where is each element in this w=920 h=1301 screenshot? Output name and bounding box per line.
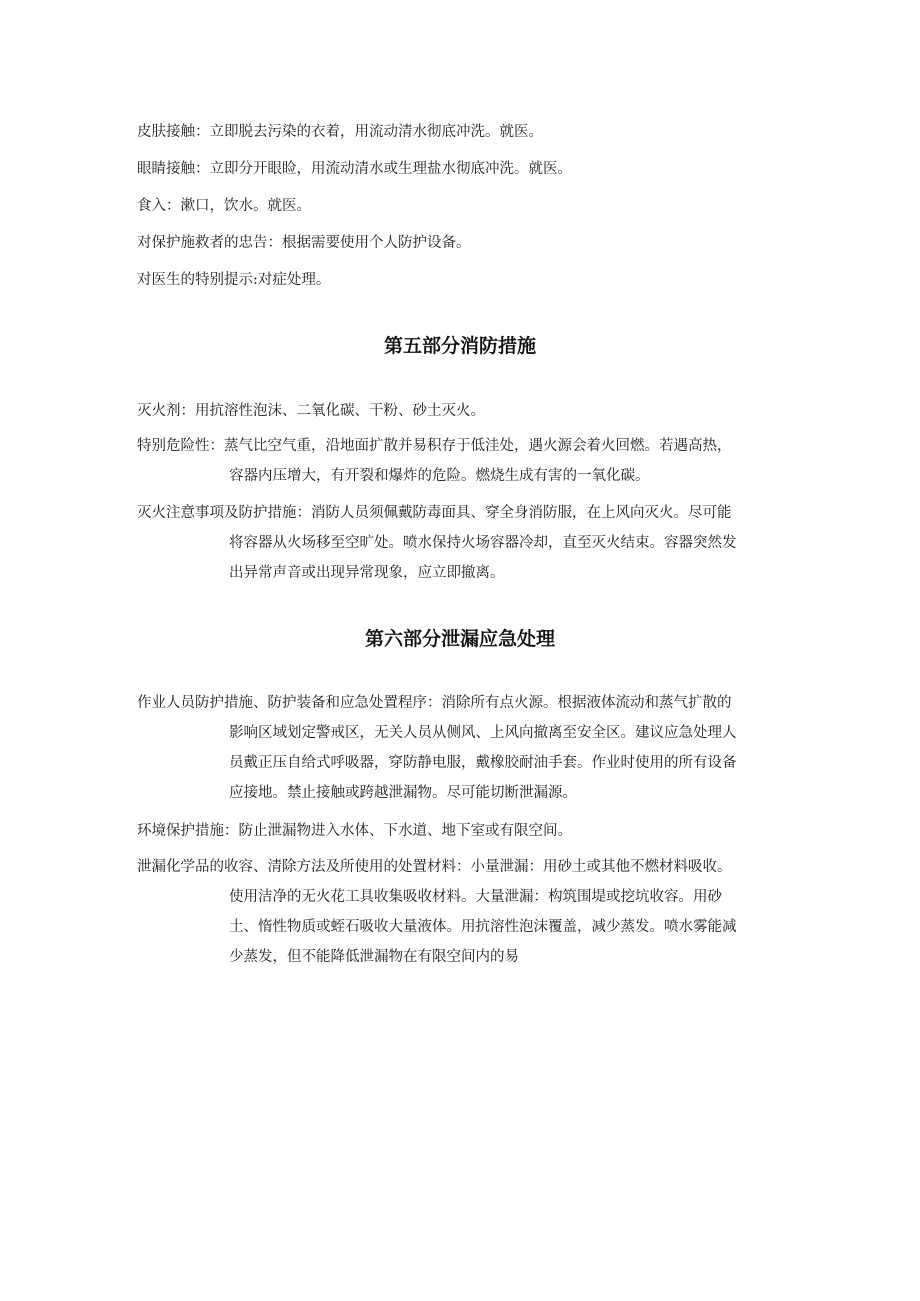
rescuer-advice: 对保护施救者的忠告：根据需要使用个人防护设备。: [137, 235, 471, 251]
section6-title: 第六部分泄漏应急处理: [364, 628, 555, 650]
first-aid-ingestion: 食入：漱口，饮水。就医。: [137, 198, 311, 214]
first-aid-skin-contact: 皮肤接触：立即脱去污染的衣着，用流动清水彻底冲洗。就医。: [137, 124, 543, 140]
section5-title: 第五部分消防措施: [383, 335, 536, 357]
firefighting-precautions: 灭火注意事项及防护措施：消防人员须佩戴防毒面具、穿全身消防服，在上风向灭火。尽可能 将容器从火场移至空旷处。喷水保持火场容器冷却，直至灭火结束。容器突然发 出异常声音或出现异常现象，应立即撤离。: [137, 505, 737, 581]
physician-note: 对医生的特别提示:对症处理。: [137, 272, 331, 288]
containment-cleanup: 泄漏化学品的收容、清除方法及所使用的处置材料：小量泄漏：用砂土或其他不燃材料吸收。 使用洁净的无火花工具收集吸收材料。大量泄漏：构筑围堤或挖坑收容。用砂 土、惰性物质或蛭石吸收大量液体。用抗溶性泡沫覆盖，减少蒸发。喷水雾能减 少蒸发，但不能降低泄漏物在有限空间内的易: [137, 859, 737, 965]
special-hazards: 特别危险性：蒸气比空气重，沿地面扩散并易积存于低洼处，遇火源会着火回燃。若遇高热， 容器内压增大，有开裂和爆炸的危险。燃烧生成有害的一氧化碳。: [137, 438, 732, 484]
extinguishing-agent: 灭火剂：用抗溶性泡沫、二氧化碳、干粉、砂土灭火。: [137, 403, 485, 419]
personal-protection: 作业人员防护措施、防护装备和应急处置程序：消除所有点火源。根据液体流动和蒸气扩散的 影响区域划定警戒区，无关人员从侧风、上风向撤离至安全区。建议应急处理人 员戴正压自给式呼吸器，穿防静电服，戴橡胶耐油手套。作业时使用的所有设备 应接地。禁止接触或跨越泄漏物。尽可能切断泄漏源。: [137, 695, 737, 801]
environmental-protection: 环境保护措施：防止泄漏物进入水体、下水道、地下室或有限空间。: [137, 823, 572, 839]
first-aid-eye-contact: 眼睛接触：立即分开眼睑，用流动清水或生理盐水彻底冲洗。就医。: [137, 161, 572, 177]
